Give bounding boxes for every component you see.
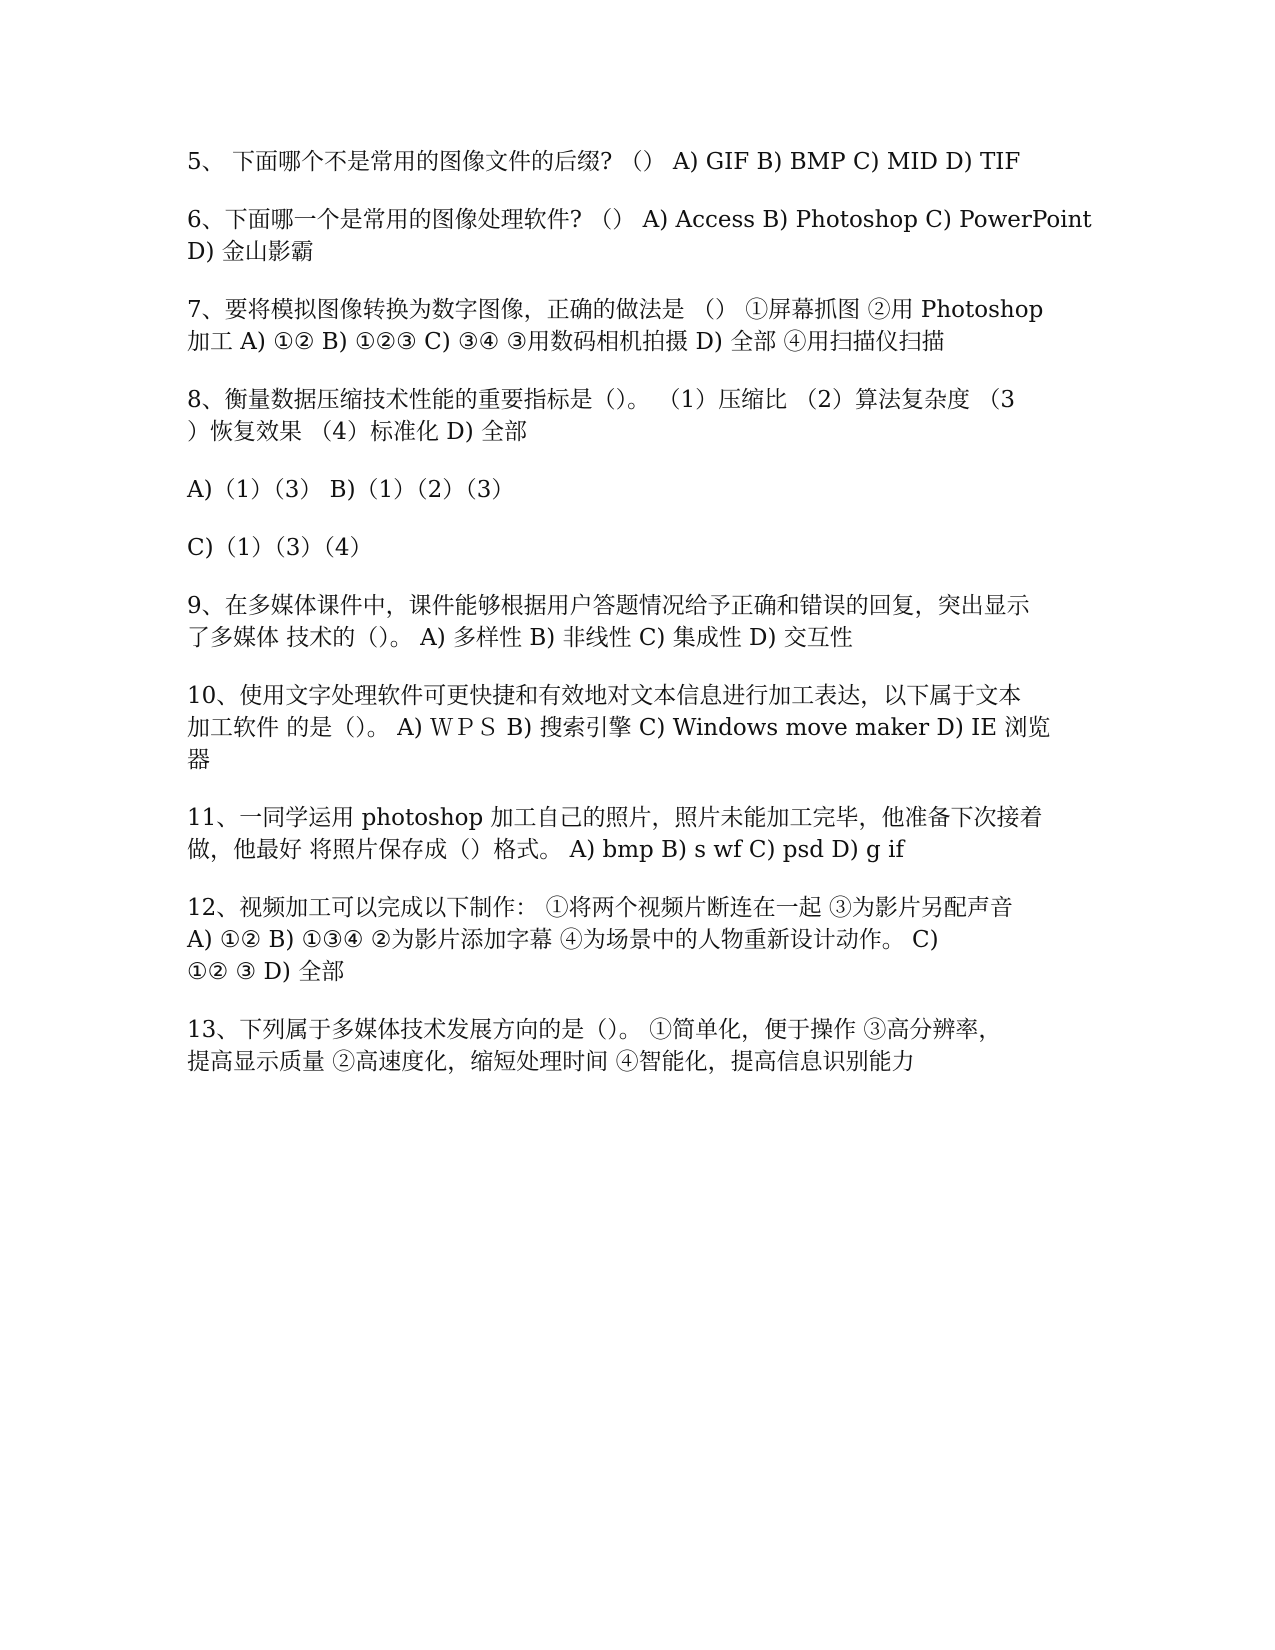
question-7 [187,294,1097,358]
question-8-option-c [187,532,1097,564]
question-12 [187,892,1097,988]
question-line: 10、使用文字处理软件可更快捷和有效地对文本信息进行加工表达，以下属于文本 [187,683,1022,709]
question-line: C)（1）（3）（4） [187,535,373,561]
question-line: A)（1）（3） B)（1）（2）（3） [187,477,515,503]
question-13 [187,1014,1097,1078]
question-line: 7、要将模拟图像转换为数字图像，正确的做法是 （） ①屏幕抓图 ②用 Photoshop [187,297,1044,323]
question-line: 加工软件 的是（）。 A) ＷＰＳ B) 搜索引擎 C) Windows move maker D) IE 浏览 [187,715,1051,741]
question-8 [187,384,1097,448]
question-line: 11、一同学运用 photoshop 加工自己的照片，照片未能加工完毕，他准备下次接着 [187,805,1043,831]
question-11 [187,802,1097,866]
question-line: 5、 下面哪个不是常用的图像文件的后缀? （） A) GIF B) BMP C) MID D) TIF [187,149,1021,175]
question-line: A) ①② B) ①③④ ②为影片添加字幕 ④为场景中的人物重新设计动作。 C) [187,927,939,953]
question-line: 12、视频加工可以完成以下制作： ①将两个视频片断连在一起 ③为影片另配声音 [187,895,1013,921]
question-6 [187,204,1097,268]
question-line: D) 金山影霸 [187,239,314,265]
question-10 [187,680,1097,776]
question-9 [187,590,1097,654]
question-5 [187,146,1097,178]
question-line: 6、下面哪一个是常用的图像处理软件? （） A) Access B) Photoshop C) PowerPoint [187,207,1092,233]
question-line: 提高显示质量 ②高速度化，缩短处理时间 ④智能化，提高信息识别能力 [187,1049,915,1075]
question-line: 8、衡量数据压缩技术性能的重要指标是（）。 （1）压缩比 （2）算法复杂度 （3 [187,387,1015,413]
question-line: ）恢复效果 （4）标准化 D) 全部 [187,419,527,445]
question-line: 器 [187,747,210,773]
question-list [187,146,1097,1104]
question-line: 9、在多媒体课件中，课件能够根据用户答题情况给予正确和错误的回复，突出显示 [187,593,1030,619]
question-line: 做，他最好 将照片保存成（）格式。 A) bmp B) s wf C) psd D) g if [187,837,904,863]
question-line: ①② ③ D) 全部 [187,959,345,985]
question-line: 了多媒体 技术的（）。 A) 多样性 B) 非线性 C) 集成性 D) 交互性 [187,625,853,651]
question-line: 加工 A) ①② B) ①②③ C) ③④ ③用数码相机拍摄 D) 全部 ④用扫描仪扫描 [187,329,945,355]
question-8-option-a-b [187,474,1097,506]
question-line: 13、下列属于多媒体技术发展方向的是（）。 ①简单化，便于操作 ③高分辨率， [187,1017,1002,1043]
